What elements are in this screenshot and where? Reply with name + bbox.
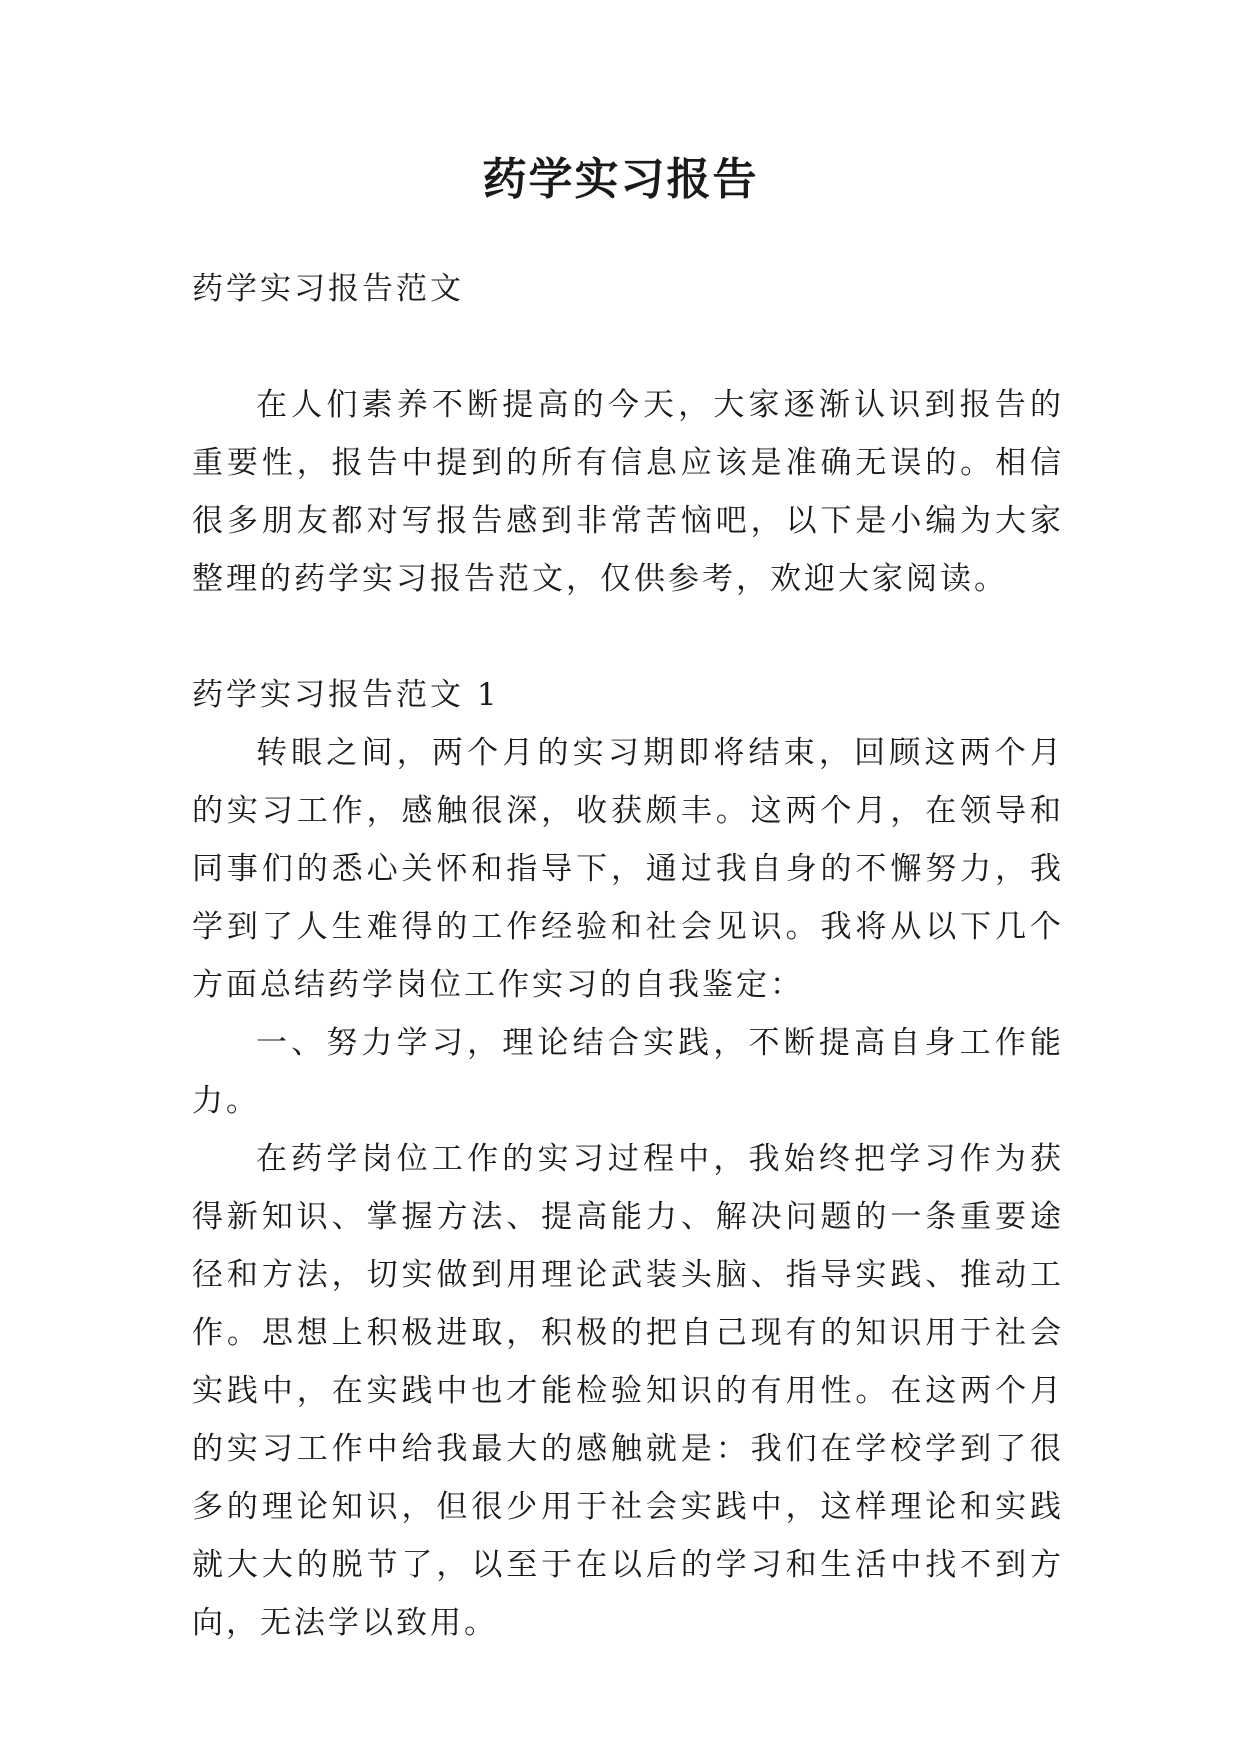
intro-paragraph: 在人们素养不断提高的今天，大家逐渐认识到报告的重要性，报告中提到的所有信息应该是准确无误的。相信很多朋友都对写报告感到非常苦恼吧，以下是小编为大家整理的药学实习报告范文，仅供参考，欢迎大家阅读。 xyxy=(192,387,1064,597)
document-body xyxy=(192,260,1064,1652)
document-subtitle: 药学实习报告范文 xyxy=(192,271,464,307)
section-heading: 药学实习报告范文 1 xyxy=(192,677,500,713)
body-paragraph: 在药学岗位工作的实习过程中，我始终把学习作为获得新知识、掌握方法、提高能力、解决问题的一条重要途径和方法，切实做到用理论武装头脑、指导实践、推动工作。思想上积极进取，积极的把自己现有的知识用于社会实践中，在实践中也才能检验知识的有用性。在这两个月的实习工作中给我最大的感触就是：我们在学校学到了很多的理论知识，但很少用于社会实践中，这样理论和实践就大大的脱节了，以至于在以后的学习和生活中找不到方向，无法学以致用。 xyxy=(192,1141,1064,1641)
body-paragraph: 转眼之间，两个月的实习期即将结束，回顾这两个月的实习工作，感触很深，收获颇丰。这两个月，在领导和同事们的悉心关怀和指导下，通过我自身的不懈努力，我学到了人生难得的工作经验和社会见识。我将从以下几个方面总结药学岗位工作实习的自我鉴定： xyxy=(192,735,1064,1003)
body-paragraph: 一、努力学习，理论结合实践，不断提高自身工作能力。 xyxy=(192,1025,1064,1119)
document-title: 药学实习报告 xyxy=(482,154,759,205)
